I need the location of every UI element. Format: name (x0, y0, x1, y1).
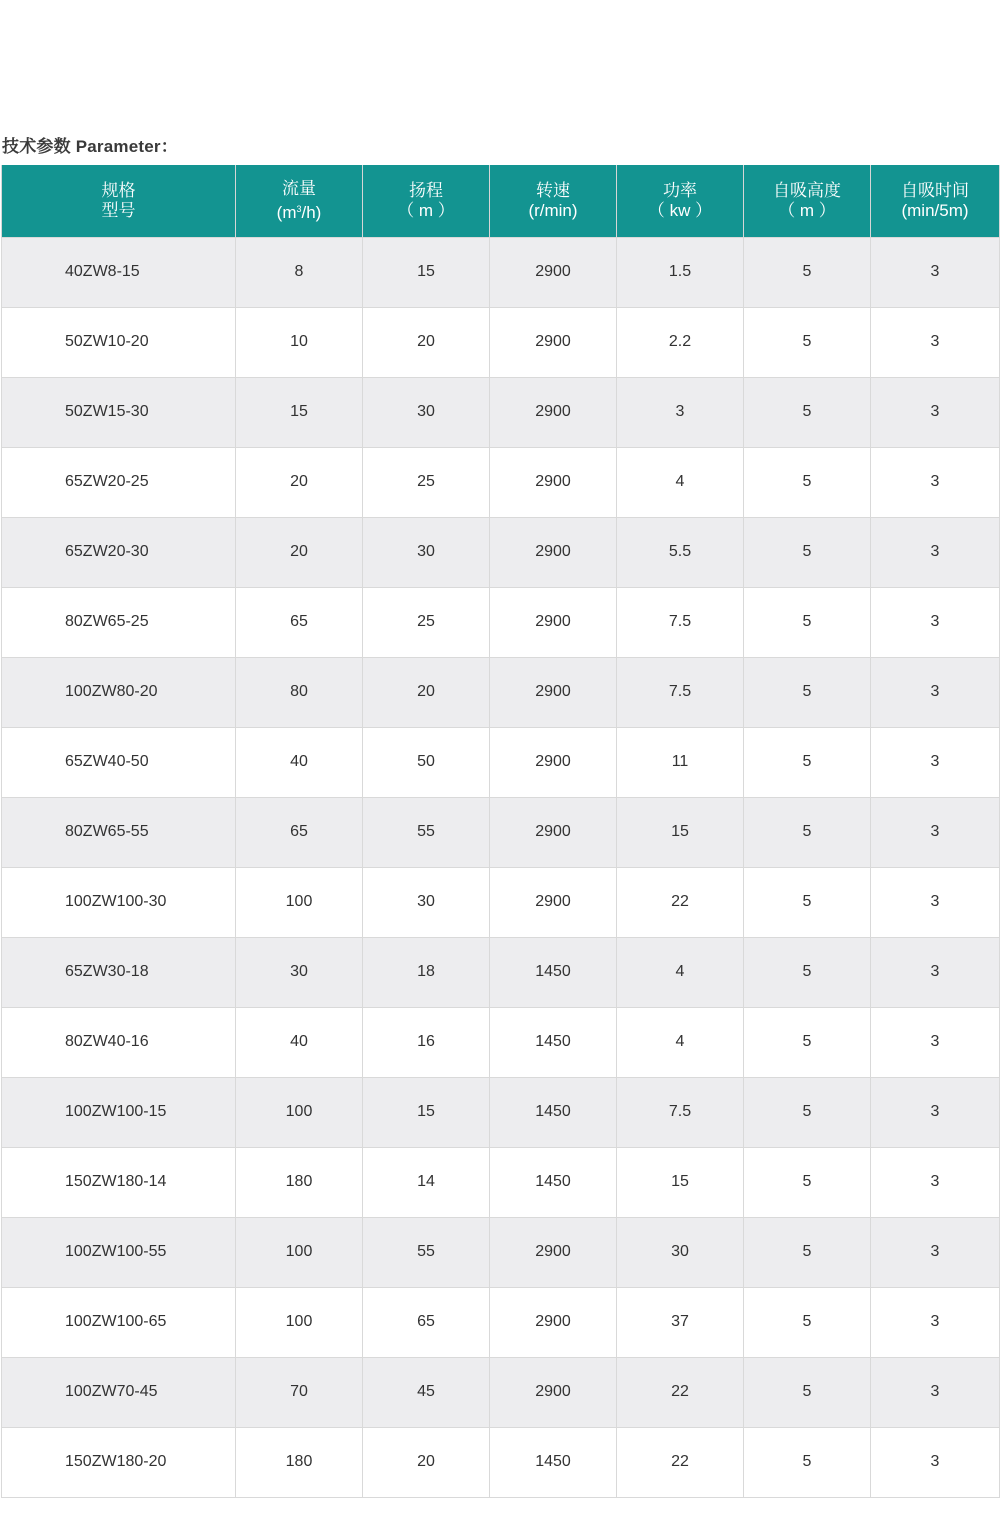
power-cell: 4 (617, 1007, 744, 1077)
header-suction-time-line2: (min/5m) (901, 200, 969, 220)
head-cell: 25 (363, 587, 490, 657)
suction-time-cell: 3 (871, 1287, 1000, 1357)
flow-cell: 100 (236, 1217, 363, 1287)
flow-cell: 100 (236, 1077, 363, 1147)
header-flow-unit-post: /h) (301, 202, 322, 222)
flow-cell: 70 (236, 1357, 363, 1427)
flow-cell: 15 (236, 377, 363, 447)
suction-height-cell: 5 (744, 587, 871, 657)
power-cell: 7.5 (617, 657, 744, 727)
speed-cell: 1450 (490, 1427, 617, 1497)
speed-cell: 2900 (490, 1217, 617, 1287)
suction-height-cell: 5 (744, 517, 871, 587)
header-power-line2: （ kw ） (647, 200, 713, 220)
suction-time-cell: 3 (871, 1077, 1000, 1147)
flow-cell: 10 (236, 307, 363, 377)
model-cell: 80ZW40-16 (2, 1007, 236, 1077)
header-flow-line1: 流量 (282, 178, 316, 198)
suction-height-cell: 5 (744, 1217, 871, 1287)
model-cell: 50ZW15-30 (2, 377, 236, 447)
table-row (2, 237, 1000, 307)
table-header-row (2, 165, 1000, 237)
power-cell: 22 (617, 1427, 744, 1497)
speed-cell: 2900 (490, 377, 617, 447)
table-row (2, 797, 1000, 867)
head-cell: 14 (363, 1147, 490, 1217)
suction-height-cell: 5 (744, 447, 871, 517)
table-row (2, 307, 1000, 377)
power-cell: 4 (617, 937, 744, 1007)
header-suction-time (871, 165, 1000, 237)
header-suction-height-line2: （ m ） (778, 200, 836, 220)
flow-cell: 80 (236, 657, 363, 727)
header-model-line1: 规格 (101, 180, 136, 200)
power-cell: 2.2 (617, 307, 744, 377)
model-cell: 100ZW100-15 (2, 1077, 236, 1147)
model-cell: 65ZW30-18 (2, 937, 236, 1007)
table-row (2, 1357, 1000, 1427)
model-cell: 40ZW8-15 (2, 237, 236, 307)
flow-cell: 40 (236, 1007, 363, 1077)
suction-height-cell: 5 (744, 237, 871, 307)
speed-cell: 2900 (490, 797, 617, 867)
table-row (2, 1147, 1000, 1217)
model-cell: 65ZW40-50 (2, 727, 236, 797)
speed-cell: 2900 (490, 307, 617, 377)
header-power (617, 165, 744, 237)
table-row (2, 517, 1000, 587)
header-speed-line2: (r/min) (528, 200, 578, 220)
flow-cell: 100 (236, 867, 363, 937)
suction-time-cell: 3 (871, 307, 1000, 377)
flow-cell: 20 (236, 447, 363, 517)
suction-height-cell: 5 (744, 307, 871, 377)
suction-height-cell: 5 (744, 1007, 871, 1077)
header-flow-line2 (236, 199, 362, 223)
speed-cell: 2900 (490, 1287, 617, 1357)
flow-cell: 180 (236, 1147, 363, 1217)
header-speed (490, 165, 617, 237)
flow-cell: 65 (236, 797, 363, 867)
flow-cell: 180 (236, 1427, 363, 1497)
head-cell: 65 (363, 1287, 490, 1357)
suction-time-cell: 3 (871, 587, 1000, 657)
model-cell: 100ZW100-65 (2, 1287, 236, 1357)
speed-cell: 1450 (490, 937, 617, 1007)
head-cell: 45 (363, 1357, 490, 1427)
header-head-line1: 扬程 (409, 180, 443, 200)
speed-cell: 1450 (490, 1007, 617, 1077)
model-cell: 100ZW70-45 (2, 1357, 236, 1427)
suction-time-cell: 3 (871, 1217, 1000, 1287)
flow-cell: 65 (236, 587, 363, 657)
speed-cell: 2900 (490, 1357, 617, 1427)
head-cell: 55 (363, 1217, 490, 1287)
head-cell: 15 (363, 1077, 490, 1147)
suction-time-cell: 3 (871, 657, 1000, 727)
suction-time-cell: 3 (871, 727, 1000, 797)
power-cell: 15 (617, 797, 744, 867)
table-row (2, 1427, 1000, 1497)
head-cell: 16 (363, 1007, 490, 1077)
head-cell: 50 (363, 727, 490, 797)
head-cell: 20 (363, 307, 490, 377)
table-row (2, 657, 1000, 727)
model-cell: 65ZW20-25 (2, 447, 236, 517)
header-model-line2: 型号 (101, 200, 136, 220)
suction-time-cell: 3 (871, 867, 1000, 937)
power-cell: 22 (617, 1357, 744, 1427)
flow-cell: 40 (236, 727, 363, 797)
table-row (2, 1217, 1000, 1287)
power-cell: 4 (617, 447, 744, 517)
header-suction-height (744, 165, 871, 237)
model-cell: 65ZW20-30 (2, 517, 236, 587)
head-cell: 20 (363, 657, 490, 727)
head-cell: 15 (363, 237, 490, 307)
speed-cell: 2900 (490, 587, 617, 657)
speed-cell: 1450 (490, 1147, 617, 1217)
suction-time-cell: 3 (871, 1357, 1000, 1427)
suction-height-cell: 5 (744, 377, 871, 447)
speed-cell: 2900 (490, 657, 617, 727)
head-cell: 18 (363, 937, 490, 1007)
power-cell: 15 (617, 1147, 744, 1217)
suction-time-cell: 3 (871, 1007, 1000, 1077)
power-cell: 1.5 (617, 237, 744, 307)
suction-time-cell: 3 (871, 797, 1000, 867)
table-row (2, 447, 1000, 517)
table-row (2, 1287, 1000, 1357)
flow-cell: 20 (236, 517, 363, 587)
table-body (2, 237, 1000, 1497)
power-cell: 7.5 (617, 587, 744, 657)
table-row (2, 867, 1000, 937)
suction-height-cell: 5 (744, 1147, 871, 1217)
power-cell: 7.5 (617, 1077, 744, 1147)
power-cell: 30 (617, 1217, 744, 1287)
header-head (363, 165, 490, 237)
head-cell: 25 (363, 447, 490, 517)
head-cell: 30 (363, 867, 490, 937)
header-flow (236, 165, 363, 237)
suction-height-cell: 5 (744, 797, 871, 867)
power-cell: 37 (617, 1287, 744, 1357)
suction-height-cell: 5 (744, 1427, 871, 1497)
suction-time-cell: 3 (871, 237, 1000, 307)
flow-cell: 100 (236, 1287, 363, 1357)
suction-time-cell: 3 (871, 517, 1000, 587)
suction-height-cell: 5 (744, 937, 871, 1007)
header-power-line1: 功率 (663, 180, 697, 200)
power-cell: 3 (617, 377, 744, 447)
suction-height-cell: 5 (744, 727, 871, 797)
table-row (2, 727, 1000, 797)
power-cell: 22 (617, 867, 744, 937)
head-cell: 55 (363, 797, 490, 867)
model-cell: 80ZW65-55 (2, 797, 236, 867)
speed-cell: 2900 (490, 727, 617, 797)
parameter-table (1, 165, 1000, 1498)
table-row (2, 587, 1000, 657)
suction-height-cell: 5 (744, 1077, 871, 1147)
head-cell: 20 (363, 1427, 490, 1497)
header-speed-line1: 转速 (536, 180, 570, 200)
speed-cell: 2900 (490, 517, 617, 587)
model-cell: 50ZW10-20 (2, 307, 236, 377)
header-suction-height-line1: 自吸高度 (773, 180, 841, 200)
power-cell: 11 (617, 727, 744, 797)
power-cell: 5.5 (617, 517, 744, 587)
model-cell: 100ZW100-55 (2, 1217, 236, 1287)
suction-height-cell: 5 (744, 1287, 871, 1357)
flow-cell: 8 (236, 237, 363, 307)
section-title: 技术参数 Parameter： (2, 137, 178, 156)
model-cell: 150ZW180-14 (2, 1147, 236, 1217)
head-cell: 30 (363, 517, 490, 587)
model-cell: 80ZW65-25 (2, 587, 236, 657)
table-row (2, 1007, 1000, 1077)
head-cell: 30 (363, 377, 490, 447)
suction-height-cell: 5 (744, 867, 871, 937)
header-model (2, 165, 236, 237)
suction-height-cell: 5 (744, 1357, 871, 1427)
speed-cell: 2900 (490, 867, 617, 937)
suction-time-cell: 3 (871, 377, 1000, 447)
suction-height-cell: 5 (744, 657, 871, 727)
suction-time-cell: 3 (871, 1147, 1000, 1217)
table-row (2, 377, 1000, 447)
header-head-line2: （ m ） (397, 200, 455, 220)
suction-time-cell: 3 (871, 1427, 1000, 1497)
model-cell: 100ZW80-20 (2, 657, 236, 727)
header-flow-unit-pre: (m (276, 202, 297, 222)
suction-time-cell: 3 (871, 447, 1000, 517)
header-suction-time-line1: 自吸时间 (901, 180, 969, 200)
model-cell: 100ZW100-30 (2, 867, 236, 937)
speed-cell: 2900 (490, 237, 617, 307)
header-flow-unit-sup: 3 (296, 203, 302, 214)
table-row (2, 1077, 1000, 1147)
speed-cell: 1450 (490, 1077, 617, 1147)
model-cell: 150ZW180-20 (2, 1427, 236, 1497)
speed-cell: 2900 (490, 447, 617, 517)
flow-cell: 30 (236, 937, 363, 1007)
table-row (2, 937, 1000, 1007)
suction-time-cell: 3 (871, 937, 1000, 1007)
